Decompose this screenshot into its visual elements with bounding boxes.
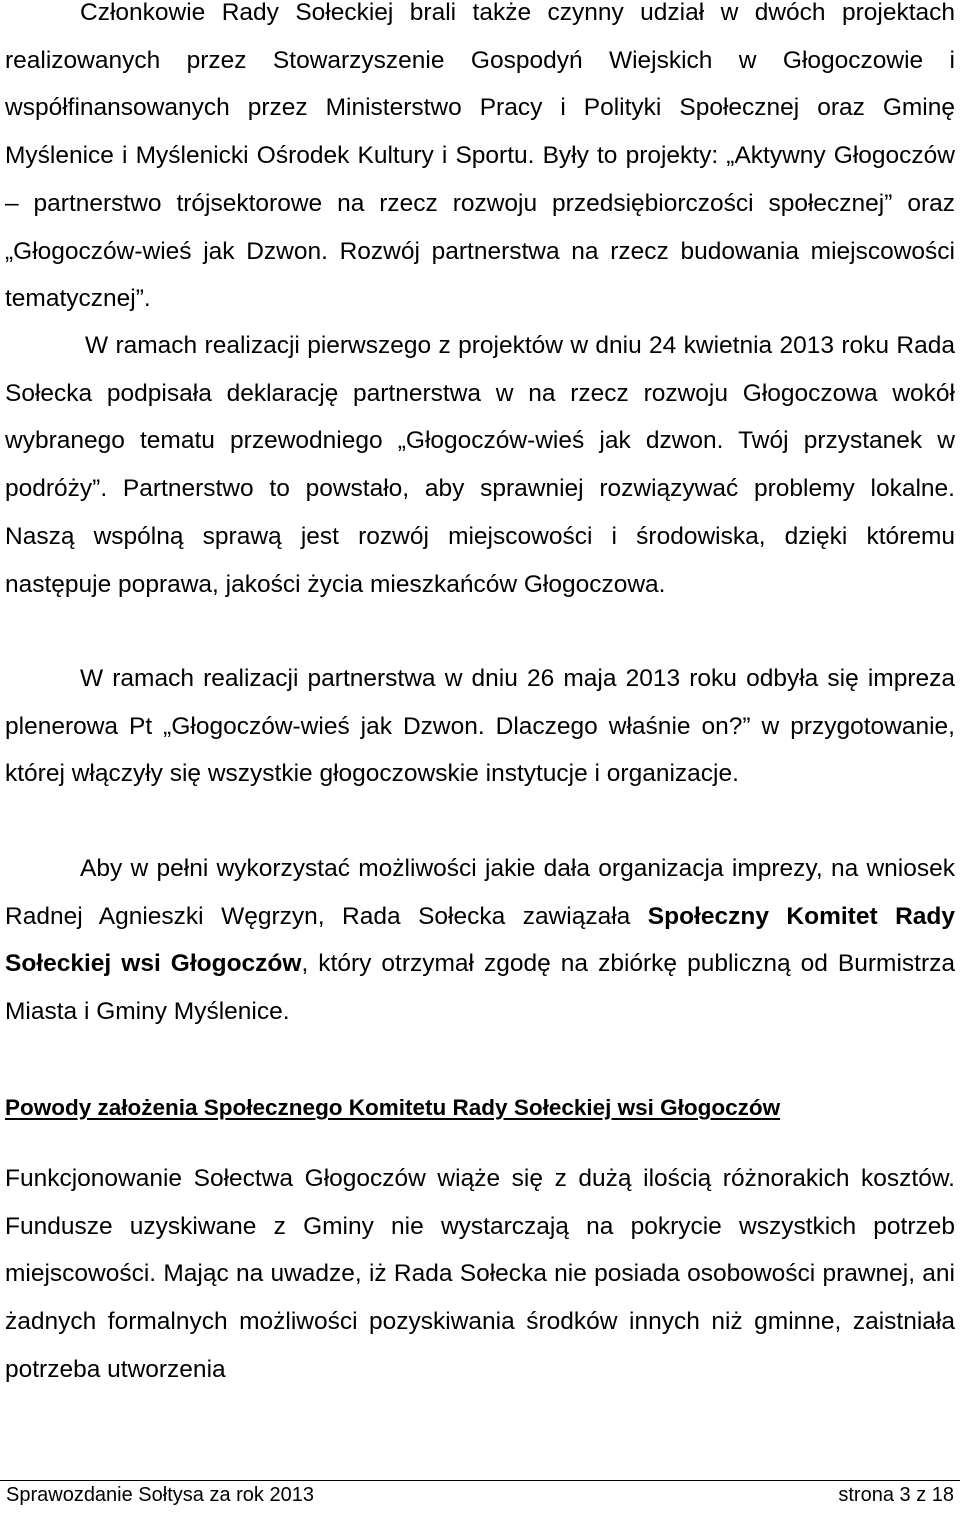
paragraph-3: W ramach realizacji partnerstwa w dniu 26 maja 2013 roku odbyła się impreza plenerowa Pt „Głogoczów-wieś jak Dzwon. Dlaczego właśnie on?” w przygotowanie, której włączyły się wszystkie głogoczowskie instytucje i organizacje.: [5, 665, 955, 788]
footer-page-number: strona 3 z 18: [838, 1484, 954, 1506]
body-text-block-1: [5, 0, 955, 323]
committee-name-bold: Społeczny Komitet Rady Sołeckiej wsi Głogoczów: [5, 902, 956, 978]
footer-rule: [0, 1480, 960, 1481]
paragraph-5: Funkcjonowanie Sołectwa Głogoczów wiąże się z dużą ilością różnorakich kosztów. Fundusze uzyskiwane z Gminy nie wystarczają na pokrycie wszystkich potrzeb miejscowości. Mając na uwadze, iż Rada Sołecka nie posiada osobowości prawnej, ani żadnych formalnych możliwości pozyskiwania środków innych niż gminne, zaistniała potrzeba utworzenia: [5, 1165, 955, 1383]
body-text-block-2: [5, 322, 955, 608]
paragraph-4-end: , który otrzymał zgodę na zbiórkę publiczną od Burmistrza Miasta i Gminy Myślenice.: [5, 950, 955, 1026]
body-text-block-5: [5, 1155, 955, 1394]
footer-document-title: Sprawozdanie Sołtysa za rok 2013: [6, 1484, 314, 1506]
paragraph-4: [5, 845, 955, 1036]
section-heading: Powody założenia Społecznego Komitetu Rady Sołeckiej wsi Głogoczów: [5, 1095, 781, 1120]
paragraph-4-start: Aby w pełni wykorzystać możliwości jakie dała organizacja imprezy, na wniosek Radnej Agnieszki Węgrzyn, Rada Sołecka zawiązała: [5, 855, 955, 930]
page-footer: [0, 1484, 960, 1510]
body-text-block-3: [5, 655, 955, 798]
paragraph-2: W ramach realizacji pierwszego z projektów w dniu 24 kwietnia 2013 roku Rada Sołecka podpisała deklarację partnerstwa w na rzecz rozwoju Głogoczowa wokół wybranego tematu przewodniego „Głogoczów-wieś jak dzwon. Twój przystanek w podróży”. Partnerstwo to powstało, aby sprawniej rozwiązywać problemy lokalne. Naszą wspólną sprawą jest rozwój miejscowości i środowiska, dzięki któremu następuje poprawa, jakości życia mieszkańców Głogoczowa.: [5, 332, 955, 598]
body-text-block-4: [5, 845, 955, 1036]
paragraph-1: Członkowie Rady Sołeckiej brali także czynny udział w dwóch projektach realizowanych przez Stowarzyszenie Gospodyń Wiejskich w Głogoczowie i współfinansowanych przez Ministerstwo Pracy i Polityki Społecznej oraz Gminę Myślenice i Myślenicki Ośrodek Kultury i Sportu. Były to projekty: „Aktywny Głogoczów – partnerstwo trójsektorowe na rzecz rozwoju przedsiębiorczości społecznej” oraz „Głogoczów-wieś jak Dzwon. Rozwój partnerstwa na rzecz budowania miejscowości tematycznej”.: [5, 0, 955, 313]
